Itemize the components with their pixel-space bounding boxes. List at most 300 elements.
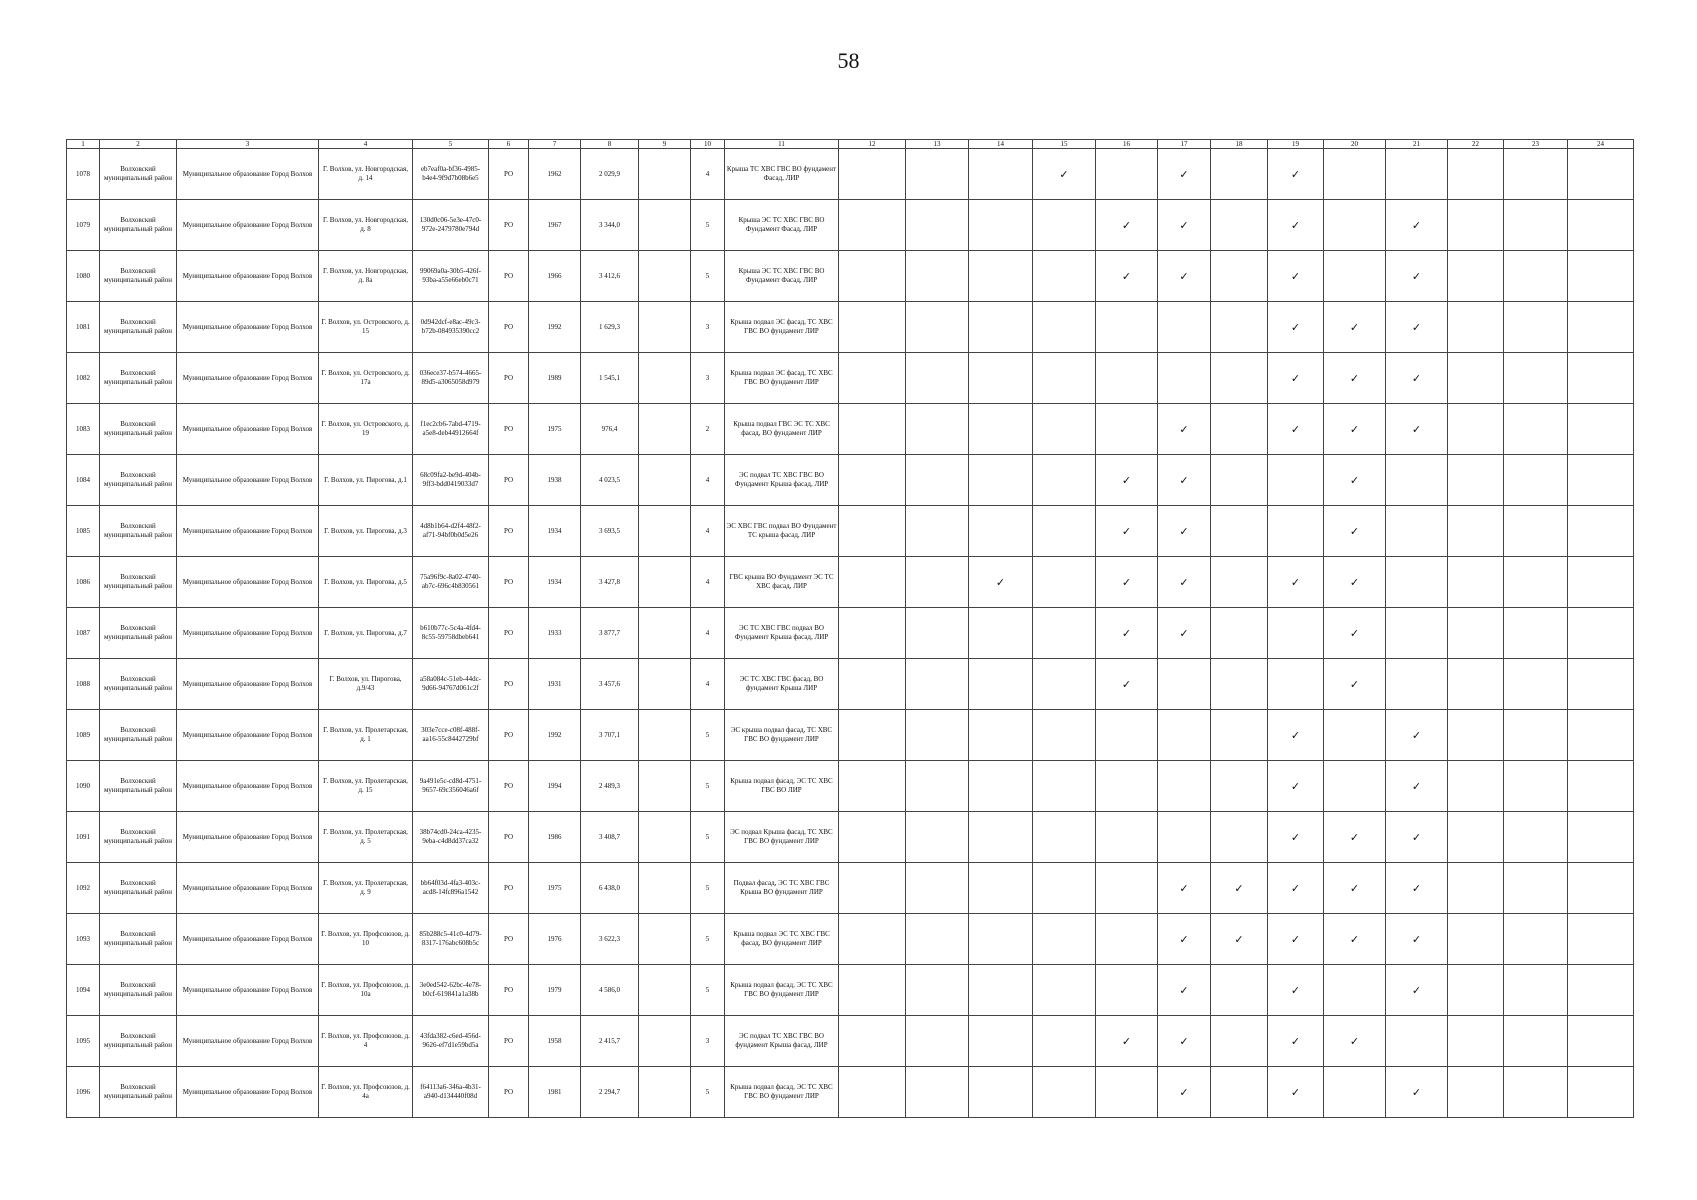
work-count-cell: 4 [691, 455, 725, 506]
check-mark-icon: ✓ [1211, 863, 1268, 914]
work-count-cell: 5 [691, 863, 725, 914]
table-row [67, 1067, 1634, 1118]
check-mark-icon: ✓ [1386, 710, 1448, 761]
row-number: 1085 [67, 506, 100, 557]
ownership-form-cell: РО [489, 302, 529, 353]
empty-cell [1211, 506, 1268, 557]
work-count-cell: 3 [691, 353, 725, 404]
build-year-cell: 1938 [529, 455, 581, 506]
works-list-cell: Крыша подвал ЭС фасад, ТС ХВС ГВС ВО фундамент ЛИР [725, 353, 839, 404]
address-cell: Г. Волхов, ул. Пролетарская, д. 9 [319, 863, 413, 914]
empty-cell [1568, 761, 1634, 812]
works-list-cell: ЭС крыша подвал фасад, ТС ХВС ГВС ВО фундамент ЛИР [725, 710, 839, 761]
district-cell: Волховский муниципальный район [100, 863, 177, 914]
empty-cell [906, 812, 969, 863]
empty-cell [1268, 608, 1324, 659]
address-cell: Г. Волхов, ул. Пирогова, д.5 [319, 557, 413, 608]
empty-cell [839, 251, 906, 302]
build-year-cell: 1931 [529, 659, 581, 710]
area-cell: 4 023,5 [581, 455, 639, 506]
empty-cell [1033, 1016, 1096, 1067]
district-cell: Волховский муниципальный район [100, 353, 177, 404]
check-mark-icon: ✓ [1386, 251, 1448, 302]
area-cell: 1 545,1 [581, 353, 639, 404]
empty-cell [1448, 557, 1504, 608]
area-cell: 1 629,3 [581, 302, 639, 353]
column-number: 18 [1211, 140, 1268, 149]
address-cell: Г. Волхов, ул. Островского, д. 15 [319, 302, 413, 353]
row-number: 1084 [67, 455, 100, 506]
check-mark-icon: ✓ [1096, 200, 1158, 251]
empty-cell [1158, 710, 1211, 761]
ownership-form-cell: РО [489, 710, 529, 761]
column-number: 9 [639, 140, 691, 149]
col9-cell [639, 557, 691, 608]
empty-cell [1448, 761, 1504, 812]
table-row [67, 557, 1634, 608]
row-number: 1094 [67, 965, 100, 1016]
address-cell: Г. Волхов, ул. Профсоюзов, д. 10 [319, 914, 413, 965]
empty-cell [839, 455, 906, 506]
address-cell: Г. Волхов, ул. Островского, д. 17а [319, 353, 413, 404]
address-cell: Г. Волхов, ул. Новгородская, д. 14 [319, 149, 413, 200]
work-count-cell: 5 [691, 914, 725, 965]
works-list-cell: Крыша подвал ЭС фасад, ТС ХВС ГВС ВО фундамент ЛИР [725, 302, 839, 353]
address-cell: Г. Волхов, ул. Новгородская, д. 8а [319, 251, 413, 302]
build-year-cell: 1994 [529, 761, 581, 812]
address-cell: Г. Волхов, ул. Пролетарская, д. 15 [319, 761, 413, 812]
check-mark-icon: ✓ [1324, 659, 1386, 710]
empty-cell [1158, 302, 1211, 353]
empty-cell [969, 506, 1033, 557]
empty-cell [1033, 608, 1096, 659]
empty-cell [1504, 506, 1568, 557]
empty-cell [1033, 863, 1096, 914]
build-year-cell: 1958 [529, 1016, 581, 1067]
empty-cell [1324, 710, 1386, 761]
address-cell: Г. Волхов, ул. Пирогова, д.7 [319, 608, 413, 659]
empty-cell [1096, 965, 1158, 1016]
ownership-form-cell: РО [489, 863, 529, 914]
works-list-cell: Подвал фасад, ЭС ТС ХВС ГВС Крыша ВО фундамент ЛИР [725, 863, 839, 914]
build-year-cell: 1992 [529, 710, 581, 761]
guid-cell: 43fda382-c6ed-456d-9626-ef7d1e59bd5a [413, 1016, 489, 1067]
empty-cell [1096, 302, 1158, 353]
municipality-cell: Муниципальное образование Город Волхов [177, 1067, 319, 1118]
municipality-cell: Муниципальное образование Город Волхов [177, 149, 319, 200]
district-cell: Волховский муниципальный район [100, 965, 177, 1016]
works-list-cell: Крыша подвал фасад, ЭС ТС ХВС ГВС ВО фундамент ЛИР [725, 965, 839, 1016]
table-row [67, 404, 1634, 455]
col9-cell [639, 965, 691, 1016]
check-mark-icon: ✓ [1158, 965, 1211, 1016]
check-mark-icon: ✓ [1268, 914, 1324, 965]
check-mark-icon: ✓ [1324, 863, 1386, 914]
empty-cell [839, 557, 906, 608]
check-mark-icon: ✓ [1324, 353, 1386, 404]
district-cell: Волховский муниципальный район [100, 1016, 177, 1067]
check-mark-icon: ✓ [1158, 557, 1211, 608]
empty-cell [1096, 149, 1158, 200]
empty-cell [1504, 302, 1568, 353]
row-number: 1083 [67, 404, 100, 455]
column-number: 4 [319, 140, 413, 149]
empty-cell [906, 863, 969, 914]
work-count-cell: 4 [691, 506, 725, 557]
empty-cell [839, 506, 906, 557]
empty-cell [1211, 557, 1268, 608]
table-row [67, 812, 1634, 863]
municipality-cell: Муниципальное образование Город Волхов [177, 353, 319, 404]
build-year-cell: 1975 [529, 863, 581, 914]
empty-cell [906, 1067, 969, 1118]
empty-cell [839, 404, 906, 455]
empty-cell [1568, 1067, 1634, 1118]
empty-cell [969, 251, 1033, 302]
build-year-cell: 1976 [529, 914, 581, 965]
check-mark-icon: ✓ [1324, 914, 1386, 965]
column-number: 6 [489, 140, 529, 149]
empty-cell [969, 812, 1033, 863]
empty-cell [1568, 710, 1634, 761]
works-list-cell: ЭС ТС ХВС ГВС подвал ВО Фундамент Крыша фасад, ЛИР [725, 608, 839, 659]
address-cell: Г. Волхов, ул. Пирогова, д.9/43 [319, 659, 413, 710]
column-number: 1 [67, 140, 100, 149]
check-mark-icon: ✓ [1386, 914, 1448, 965]
empty-cell [1504, 863, 1568, 914]
area-cell: 6 438,0 [581, 863, 639, 914]
check-mark-icon: ✓ [1158, 251, 1211, 302]
empty-cell [1096, 353, 1158, 404]
empty-cell [1448, 200, 1504, 251]
column-number: 8 [581, 140, 639, 149]
col9-cell [639, 608, 691, 659]
empty-cell [839, 149, 906, 200]
check-mark-icon: ✓ [1386, 353, 1448, 404]
empty-cell [1504, 761, 1568, 812]
guid-cell: bb64f03d-4fa3-403c-acd8-14fc896a1542 [413, 863, 489, 914]
empty-cell [1568, 608, 1634, 659]
empty-cell [1096, 863, 1158, 914]
empty-cell [839, 608, 906, 659]
empty-cell [1324, 1067, 1386, 1118]
district-cell: Волховский муниципальный район [100, 914, 177, 965]
empty-cell [906, 1016, 969, 1067]
empty-cell [906, 608, 969, 659]
check-mark-icon: ✓ [1158, 149, 1211, 200]
empty-cell [1211, 251, 1268, 302]
empty-cell [1096, 710, 1158, 761]
empty-cell [1448, 149, 1504, 200]
area-cell: 3 622,3 [581, 914, 639, 965]
empty-cell [1448, 914, 1504, 965]
municipality-cell: Муниципальное образование Город Волхов [177, 1016, 319, 1067]
empty-cell [1448, 710, 1504, 761]
empty-cell [839, 914, 906, 965]
check-mark-icon: ✓ [1268, 812, 1324, 863]
col9-cell [639, 659, 691, 710]
column-number: 23 [1504, 140, 1568, 149]
build-year-cell: 1962 [529, 149, 581, 200]
empty-cell [1033, 404, 1096, 455]
area-cell: 2 029,9 [581, 149, 639, 200]
municipality-cell: Муниципальное образование Город Волхов [177, 965, 319, 1016]
check-mark-icon: ✓ [1268, 251, 1324, 302]
check-mark-icon: ✓ [1158, 506, 1211, 557]
check-mark-icon: ✓ [1158, 1016, 1211, 1067]
col9-cell [639, 353, 691, 404]
empty-cell [1568, 659, 1634, 710]
row-number: 1088 [67, 659, 100, 710]
area-cell: 3 412,6 [581, 251, 639, 302]
works-list-cell: ЭС подвал Крыша фасад, ТС ХВС ГВС ВО фундамент ЛИР [725, 812, 839, 863]
empty-cell [1033, 353, 1096, 404]
empty-cell [906, 302, 969, 353]
check-mark-icon: ✓ [1268, 1067, 1324, 1118]
check-mark-icon: ✓ [1096, 659, 1158, 710]
check-mark-icon: ✓ [1386, 812, 1448, 863]
ownership-form-cell: РО [489, 1067, 529, 1118]
col9-cell [639, 1067, 691, 1118]
work-count-cell: 5 [691, 812, 725, 863]
col9-cell [639, 455, 691, 506]
municipality-cell: Муниципальное образование Город Волхов [177, 608, 319, 659]
empty-cell [1158, 353, 1211, 404]
empty-cell [1504, 965, 1568, 1016]
empty-cell [1033, 506, 1096, 557]
empty-cell [1568, 302, 1634, 353]
empty-cell [1324, 761, 1386, 812]
work-count-cell: 5 [691, 1067, 725, 1118]
works-list-cell: ЭС ТС ХВС ГВС фасад, ВО фундамент Крыша ЛИР [725, 659, 839, 710]
district-cell: Волховский муниципальный район [100, 710, 177, 761]
check-mark-icon: ✓ [1324, 455, 1386, 506]
build-year-cell: 1967 [529, 200, 581, 251]
address-cell: Г. Волхов, ул. Островского, д. 19 [319, 404, 413, 455]
empty-cell [1033, 659, 1096, 710]
table-row [67, 251, 1634, 302]
build-year-cell: 1966 [529, 251, 581, 302]
work-count-cell: 5 [691, 761, 725, 812]
empty-cell [1268, 506, 1324, 557]
empty-cell [906, 761, 969, 812]
municipality-cell: Муниципальное образование Город Волхов [177, 251, 319, 302]
ownership-form-cell: РО [489, 455, 529, 506]
empty-cell [969, 353, 1033, 404]
empty-cell [1504, 251, 1568, 302]
empty-cell [906, 455, 969, 506]
municipality-cell: Муниципальное образование Город Волхов [177, 914, 319, 965]
check-mark-icon: ✓ [1096, 608, 1158, 659]
ownership-form-cell: РО [489, 557, 529, 608]
build-year-cell: 1934 [529, 506, 581, 557]
check-mark-icon: ✓ [1386, 761, 1448, 812]
works-list-cell: Крыша ЭС ТС ХВС ГВС ВО Фундамент Фасад, ЛИР [725, 200, 839, 251]
district-cell: Волховский муниципальный район [100, 812, 177, 863]
area-cell: 2 415,7 [581, 1016, 639, 1067]
empty-cell [839, 353, 906, 404]
district-cell: Волховский муниципальный район [100, 557, 177, 608]
empty-cell [969, 863, 1033, 914]
empty-cell [969, 1016, 1033, 1067]
empty-cell [1568, 1016, 1634, 1067]
check-mark-icon: ✓ [1096, 251, 1158, 302]
municipality-cell: Муниципальное образование Город Волхов [177, 200, 319, 251]
empty-cell [1568, 200, 1634, 251]
district-cell: Волховский муниципальный район [100, 200, 177, 251]
empty-cell [1568, 863, 1634, 914]
check-mark-icon: ✓ [1386, 302, 1448, 353]
empty-cell [969, 149, 1033, 200]
ownership-form-cell: РО [489, 761, 529, 812]
work-count-cell: 5 [691, 965, 725, 1016]
empty-cell [1448, 404, 1504, 455]
empty-cell [1211, 1067, 1268, 1118]
ownership-form-cell: РО [489, 659, 529, 710]
empty-cell [1211, 353, 1268, 404]
column-number: 13 [906, 140, 969, 149]
empty-cell [1033, 200, 1096, 251]
work-count-cell: 3 [691, 302, 725, 353]
area-cell: 3 693,5 [581, 506, 639, 557]
work-count-cell: 4 [691, 149, 725, 200]
row-number: 1096 [67, 1067, 100, 1118]
empty-cell [906, 200, 969, 251]
ownership-form-cell: РО [489, 914, 529, 965]
table-row [67, 710, 1634, 761]
check-mark-icon: ✓ [1268, 149, 1324, 200]
empty-cell [1324, 965, 1386, 1016]
empty-cell [969, 302, 1033, 353]
col9-cell [639, 761, 691, 812]
empty-cell [1324, 251, 1386, 302]
empty-cell [969, 608, 1033, 659]
empty-cell [1568, 965, 1634, 1016]
empty-cell [1504, 1016, 1568, 1067]
empty-cell [906, 149, 969, 200]
empty-cell [839, 965, 906, 1016]
empty-cell [1504, 557, 1568, 608]
work-count-cell: 5 [691, 200, 725, 251]
empty-cell [906, 914, 969, 965]
municipality-cell: Муниципальное образование Город Волхов [177, 302, 319, 353]
empty-cell [1568, 914, 1634, 965]
empty-cell [1386, 659, 1448, 710]
empty-cell [969, 200, 1033, 251]
empty-cell [1211, 200, 1268, 251]
check-mark-icon: ✓ [1386, 404, 1448, 455]
municipality-cell: Муниципальное образование Город Волхов [177, 761, 319, 812]
empty-cell [1033, 965, 1096, 1016]
guid-cell: 38b74cd0-24ca-4235-9eba-c4d8dd37ca32 [413, 812, 489, 863]
column-number: 5 [413, 140, 489, 149]
address-cell: Г. Волхов, ул. Профсоюзов, д. 4 [319, 1016, 413, 1067]
col9-cell [639, 812, 691, 863]
table-row [67, 1016, 1634, 1067]
check-mark-icon: ✓ [1386, 863, 1448, 914]
check-mark-icon: ✓ [1268, 965, 1324, 1016]
empty-cell [906, 506, 969, 557]
check-mark-icon: ✓ [1096, 1016, 1158, 1067]
empty-cell [839, 1067, 906, 1118]
col9-cell [639, 914, 691, 965]
empty-cell [1096, 1067, 1158, 1118]
empty-cell [839, 302, 906, 353]
check-mark-icon: ✓ [1268, 863, 1324, 914]
empty-cell [1033, 710, 1096, 761]
empty-cell [1211, 302, 1268, 353]
guid-cell: 130d0c06-5e3e-47c0-972e-2479780e794d [413, 200, 489, 251]
guid-cell: 9a491e5c-cd8d-4751-9657-69c356046a6f [413, 761, 489, 812]
guid-cell: 036ece37-b574-4665-89d5-a3065058d979 [413, 353, 489, 404]
col9-cell [639, 710, 691, 761]
empty-cell [1448, 353, 1504, 404]
guid-cell: 303e7cce-c08f-488f-aa16-55c8442729bf [413, 710, 489, 761]
empty-cell [969, 404, 1033, 455]
build-year-cell: 1989 [529, 353, 581, 404]
empty-cell [1211, 1016, 1268, 1067]
check-mark-icon: ✓ [1324, 1016, 1386, 1067]
empty-cell [1448, 659, 1504, 710]
empty-cell [1568, 455, 1634, 506]
empty-cell [969, 455, 1033, 506]
col9-cell [639, 200, 691, 251]
empty-cell [1386, 149, 1448, 200]
empty-cell [1568, 404, 1634, 455]
column-number: 10 [691, 140, 725, 149]
ownership-form-cell: РО [489, 965, 529, 1016]
row-number: 1089 [67, 710, 100, 761]
address-cell: Г. Волхов, ул. Пирогова, д.3 [319, 506, 413, 557]
empty-cell [1504, 404, 1568, 455]
guid-cell: 0d942dcf-e8ac-49c3-b72b-084935390cc2 [413, 302, 489, 353]
col9-cell [639, 863, 691, 914]
column-number: 20 [1324, 140, 1386, 149]
empty-cell [1268, 455, 1324, 506]
page-number: 58 [837, 48, 860, 73]
row-number: 1091 [67, 812, 100, 863]
guid-cell: 99069a0a-30b5-426f-93ba-a55e66eb0c71 [413, 251, 489, 302]
empty-cell [839, 863, 906, 914]
col9-cell [639, 404, 691, 455]
empty-cell [1448, 1016, 1504, 1067]
empty-cell [1033, 302, 1096, 353]
district-cell: Волховский муниципальный район [100, 1067, 177, 1118]
check-mark-icon: ✓ [1158, 1067, 1211, 1118]
build-year-cell: 1933 [529, 608, 581, 659]
empty-cell [1504, 200, 1568, 251]
check-mark-icon: ✓ [1324, 557, 1386, 608]
area-cell: 3 457,6 [581, 659, 639, 710]
empty-cell [1448, 812, 1504, 863]
check-mark-icon: ✓ [1268, 404, 1324, 455]
address-cell: Г. Волхов, ул. Пролетарская, д. 1 [319, 710, 413, 761]
check-mark-icon: ✓ [1158, 608, 1211, 659]
build-year-cell: 1986 [529, 812, 581, 863]
works-list-cell: ЭС подвал ТС ХВС ГВС ВО Фундамент Крыша фасад, ЛИР [725, 455, 839, 506]
area-cell: 3 707,1 [581, 710, 639, 761]
address-cell: Г. Волхов, ул. Профсоюзов, д. 10а [319, 965, 413, 1016]
work-count-cell: 4 [691, 608, 725, 659]
empty-cell [1386, 455, 1448, 506]
empty-cell [1096, 404, 1158, 455]
guid-cell: f64113a6-346a-4b31-a940-d134440f08d [413, 1067, 489, 1118]
works-list-cell: Крыша подвал ЭС ТС ХВС ГВС фасад, ВО фундамент ЛИР [725, 914, 839, 965]
empty-cell [839, 812, 906, 863]
table-row [67, 200, 1634, 251]
ownership-form-cell: РО [489, 404, 529, 455]
empty-cell [1448, 251, 1504, 302]
